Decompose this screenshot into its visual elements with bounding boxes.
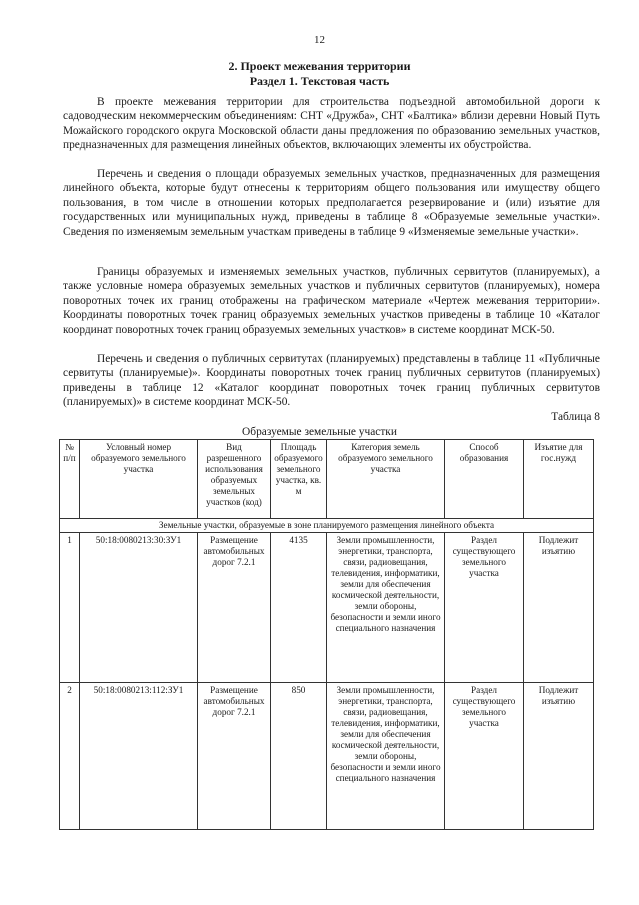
- cell-num: 1: [60, 533, 80, 683]
- header-use: Вид разрешенного использования образуемых земельных участков (код): [198, 440, 271, 519]
- section-title: 2. Проект межевания территории: [228, 59, 411, 73]
- cell-area: 850: [271, 683, 327, 830]
- cell-area: 4135: [271, 533, 327, 683]
- paragraph-areas: Перечень и сведения о площади образуемых земельных участков, предназначенных для размещения линейного объекта, которые будут отнесены к территориям общего пользования или имуществу общего пользования, в том числе в отношении которых предполагается резервирование и (или) изъятие для государственных или муниципальных нужд, приведены в таблице 8 «Образуемые земельные участки». Сведения по изменяемым земельным участкам приведены в таблице 9 «Изменяемые земельные участки».: [63, 168, 600, 238]
- paragraph-servitudes: Перечень и сведения о публичных сервитутах (планируемых) представлены в таблице 11 «Публичные сервитуты (планируемые)». Координаты поворотных точек границ публичных сервитутов (планируемых) приведены в таблице 12 «Каталог координат поворотных точек границ публичных сервитутов (планируемых)» в системе координат МСК-50.: [63, 353, 600, 409]
- cell-cadastral: 50:18:0080213:112:ЗУ1: [80, 683, 198, 830]
- cell-use: Размещение автомобильных дорог 7.2.1: [198, 533, 271, 683]
- cell-category: Земли промышленности, энергетики, транспорта, связи, радиовещания, телевидения, информатики, земли для обеспечения космической деятельности, земли обороны, безопасности и земли иного специального назначения: [327, 533, 445, 683]
- section-label: Земельные участки, образуемые в зоне планируемого размещения линейного объекта: [60, 519, 594, 533]
- section-subtitle: Раздел 1. Текстовая часть: [249, 74, 390, 88]
- table-row: [60, 683, 594, 830]
- cell-num: 2: [60, 683, 80, 830]
- cell-method: Раздел существующего земельного участка: [445, 683, 524, 830]
- header-seizure: Изъятие для гос.нужд: [524, 440, 594, 519]
- header-cadastral: Условный номер образуемого земельного участка: [80, 440, 198, 519]
- land-plots-table: [59, 439, 594, 830]
- cell-seizure: Подлежит изъятию: [524, 533, 594, 683]
- paragraph-boundaries: Границы образуемых и изменяемых земельных участков, публичных сервитутов (планируемых), а также условные номера образуемых земельных участков и публичных сервитутов (планируемых), номера поворотных точек их границ отображены на графическом материале «Чертеж межевания территории». Координаты поворотных точек границ образуемых земельных участков приведены в таблице 10 «Каталог координат поворотных точек границ образуемых земельных участков» в системе координат МСК-50.: [63, 266, 600, 336]
- table-section-row: [60, 519, 594, 533]
- header-num: № п/п: [60, 440, 80, 519]
- cell-method: Раздел существующего земельного участка: [445, 533, 524, 683]
- table-label: Таблица 8: [551, 411, 600, 423]
- table-header-row: [60, 440, 594, 519]
- table-caption: Образуемые земельные участки: [242, 426, 397, 438]
- header-category: Категория земель образуемого земельного участка: [327, 440, 445, 519]
- cell-seizure: Подлежит изъятию: [524, 683, 594, 830]
- header-method: Способ образования: [445, 440, 524, 519]
- page-number: 12: [314, 34, 325, 46]
- cell-category: Земли промышленности, энергетики, транспорта, связи, радиовещания, телевидения, информатики, земли для обеспечения космической деятельности, земли обороны, безопасности и земли иного специального назначения: [327, 683, 445, 830]
- table-row: [60, 533, 594, 683]
- cell-use: Размещение автомобильных дорог 7.2.1: [198, 683, 271, 830]
- cell-cadastral: 50:18:0080213:30:ЗУ1: [80, 533, 198, 683]
- header-area: Площадь образуемого земельного участка, кв. м: [271, 440, 327, 519]
- paragraph-intro: В проекте межевания территории для строительства подъездной автомобильной дороги к садоводческим некоммерческим объединениям: СНТ «Дружба», СНТ «Балтика» вблизи деревни Новый Путь Можайского городского округа Московской области даны предложения по образованию земельных участков, предназначенных для размещения линейных объектов, включающих элементы их обустройства.: [63, 96, 600, 152]
